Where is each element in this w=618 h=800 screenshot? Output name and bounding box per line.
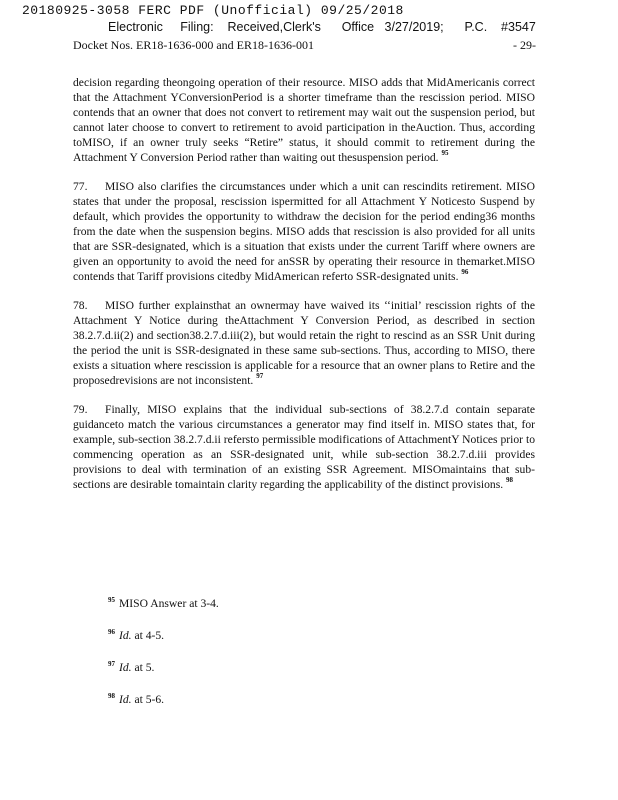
paragraph-78 [73,298,535,388]
footnote-number: 95 [108,596,115,604]
page-number: - 29- [513,38,536,52]
paragraph-77 [73,179,535,284]
footnote-number: 96 [108,628,115,636]
footnote-lead: Id. [119,661,132,674]
footnote [108,629,508,661]
paragraph-continued [73,75,535,165]
docket-numbers: Docket Nos. ER18-1636-000 and ER18-1636-001 [73,38,314,52]
paragraph-text: decision regarding theongoing operation of their resource. MISO adds that MidAmericanis correct that the Attachment YConversionPeriod is a shorter timeframe than the rescission period. MISO contends that an owner that does not convert to retirement may wait out the suspension period, but cannot later choose to convert to retirement to avoid participation in theAuction. Thus, according toMISO, if an owner truly seeks “Retire” status, it should commit to retirement during the Attachment Y Conversion Period rather than waiting out thesuspension period. [73,76,535,164]
footnote-ref[interactable]: 97 [256,372,264,380]
footnote-text: at 5. [131,661,155,674]
footnote [108,693,508,725]
footnote-ref[interactable]: 98 [506,476,514,484]
footnote-ref[interactable]: 95 [441,149,449,157]
footnotes-section [108,597,508,725]
paragraph-text: MISO also clarifies the circumstances under which a unit can rescindits retirement. MISO states that under the proposal, rescission ispermitted for all Attachment Y Noticesto Suspend by default, which provides the opportunity to withdraw the decision for the period ending36 months from the date when the suspension begins. MISO adds that rescission is also provided for all units that are SSR-designated, which is a situation that exists under the current Tariff where owners are given an opportunity to avoid the need for anSSR by operating their resource in themarket.MISO contends that Tariff provisions citedby MidAmerican referto SSR-designated units. [73,180,535,283]
filing-header: Electronic Filing: Received,Clerk's Office 3/27/2019; P.C. #3547 [108,20,536,34]
footnote-lead: Id. [119,629,132,642]
paragraph-number: 79. [73,403,88,416]
footnote-number: 97 [108,660,115,668]
footnote [108,661,508,693]
paragraph-text: Finally, MISO explains that the individual sub-sections of 38.2.7.d contain separate guidanceto match the various circumstances a generator may find itself in. MISO states that, for example, sub-section 38.2.7.d.ii refersto permissible modifications of AttachmentY Notices prior to commencing operation as an SSR-designated unit, while sub-section 38.2.7.d.iii provides provisions to deal with termination of an existing SSR Agreement. MISOmaintains that sub-sections are desirable tomaintain clarity regarding the applicability of the distinct provisions. [73,403,535,491]
footnote [108,597,508,629]
footnote-text: at 4-5. [131,629,165,642]
paragraph-number: 77. [73,180,88,193]
footnote-ref[interactable]: 96 [461,268,469,276]
footnote-number: 98 [108,692,115,700]
footnote-text: MISO Answer at 3-4. [119,597,219,610]
paragraph-79 [73,402,535,492]
paragraph-text: MISO further explainsthat an ownermay have waived its ‘‘initial’ rescission rights of the Attachment Y Notice during theAttachment Y Conversion Period, as described in section 38.2.7.d.ii(2) and section38.2.7.d.iii(2), but would retain the right to rescind as an SSR Unit during the period the unit is SSR-designated in these same sub-sections. Thus, according to MISO, there exists a situation where rescission is applicable for a resource that an owner plans to Retire and the proposedrevisions are not inconsistent. [73,299,535,387]
footnote-text: at 5-6. [131,693,165,706]
paragraph-number: 78. [73,299,88,312]
footnote-lead: Id. [119,693,132,706]
ferc-stamp: 20180925-3058 FERC PDF (Unofficial) 09/25/2018 [22,3,404,18]
docket-line [73,38,536,53]
document-body [73,75,535,506]
